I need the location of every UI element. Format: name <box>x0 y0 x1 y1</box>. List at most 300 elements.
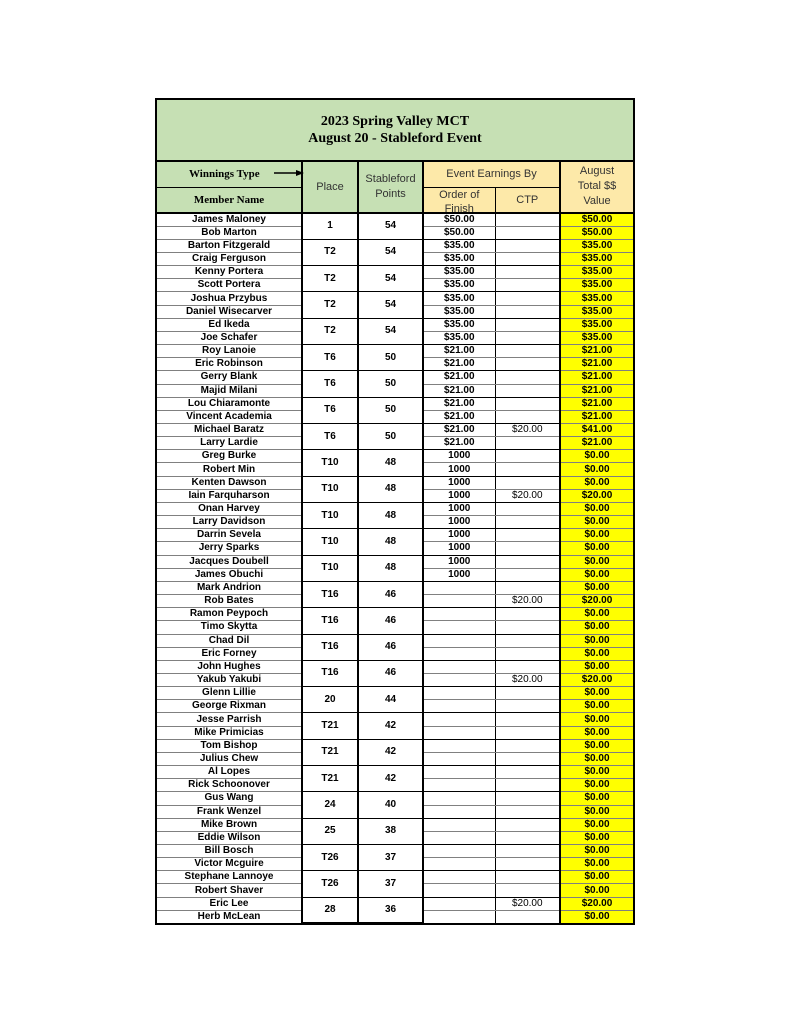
member-name-cell: Mark Andrion <box>157 581 302 594</box>
august-total-cell: $35.00 <box>560 252 633 265</box>
august-total-cell: $20.00 <box>560 595 633 608</box>
order-of-finish-cell <box>423 884 495 897</box>
august-total-cell: $50.00 <box>560 226 633 239</box>
place-cell: T16 <box>302 634 358 660</box>
order-of-finish-cell <box>423 687 495 700</box>
order-of-finish-cell <box>423 792 495 805</box>
member-name-cell: Craig Ferguson <box>157 252 302 265</box>
table-row <box>157 345 633 358</box>
points-cell: 54 <box>358 292 423 318</box>
august-total-cell: $0.00 <box>560 450 633 463</box>
ctp-cell <box>495 410 560 423</box>
ctp-cell <box>495 647 560 660</box>
august-total-cell: $0.00 <box>560 700 633 713</box>
member-name-cell: Joshua Przybus <box>157 292 302 305</box>
august-total-cell: $21.00 <box>560 345 633 358</box>
ctp-cell <box>495 437 560 450</box>
place-cell: T26 <box>302 871 358 897</box>
member-name-cell: Tom Bishop <box>157 739 302 752</box>
points-cell: 40 <box>358 792 423 818</box>
member-name-cell: Onan Harvey <box>157 502 302 515</box>
table-row <box>157 687 633 700</box>
august-total-cell: $35.00 <box>560 305 633 318</box>
table-row <box>157 555 633 568</box>
ctp-cell <box>495 884 560 897</box>
points-cell: 36 <box>358 897 423 923</box>
member-name-cell: Joe Schafer <box>157 331 302 344</box>
member-name-cell: Stephane Lannoye <box>157 871 302 884</box>
august-total-cell: $0.00 <box>560 529 633 542</box>
august-total-cell: $0.00 <box>560 502 633 515</box>
ctp-cell <box>495 568 560 581</box>
stableford-points-header <box>358 162 423 213</box>
order-of-finish-cell <box>423 660 495 673</box>
member-name-cell: Majid Milani <box>157 384 302 397</box>
member-name-cell: Jesse Parrish <box>157 713 302 726</box>
points-cell: 50 <box>358 397 423 423</box>
table-row <box>157 397 633 410</box>
place-cell: T10 <box>302 450 358 476</box>
member-name-cell: George Rixman <box>157 700 302 713</box>
august-total-header <box>560 162 633 213</box>
member-name-cell: Frank Wenzel <box>157 805 302 818</box>
place-cell: 1 <box>302 213 358 240</box>
order-of-finish-cell: $35.00 <box>423 305 495 318</box>
points-cell: 54 <box>358 266 423 292</box>
place-cell: 25 <box>302 818 358 844</box>
points-cell: 42 <box>358 766 423 792</box>
ctp-cell <box>495 266 560 279</box>
ctp-cell <box>495 831 560 844</box>
order-of-finish-cell: 1000 <box>423 529 495 542</box>
august-total-cell: $0.00 <box>560 779 633 792</box>
member-name-cell: Herb McLean <box>157 910 302 923</box>
points-cell: 48 <box>358 502 423 528</box>
table-row <box>157 502 633 515</box>
august-total-cell: $21.00 <box>560 410 633 423</box>
august-total-cell: $0.00 <box>560 516 633 529</box>
order-of-finish-cell: 1000 <box>423 516 495 529</box>
ctp-cell <box>495 739 560 752</box>
august-total-cell: $0.00 <box>560 858 633 871</box>
points-cell: 54 <box>358 318 423 344</box>
august-total-cell: $0.00 <box>560 884 633 897</box>
member-name-cell: Vincent Academia <box>157 410 302 423</box>
place-cell: T6 <box>302 371 358 397</box>
member-name-cell: Roy Lanoie <box>157 345 302 358</box>
order-of-finish-cell <box>423 700 495 713</box>
order-of-finish-cell: 1000 <box>423 476 495 489</box>
points-cell: 44 <box>358 687 423 713</box>
stableford-points-label: Stableford Points <box>365 172 416 200</box>
order-of-finish-cell: 1000 <box>423 450 495 463</box>
place-cell: T10 <box>302 502 358 528</box>
order-of-finish-cell: $21.00 <box>423 384 495 397</box>
place-cell: 28 <box>302 897 358 923</box>
member-name-cell: Eric Robinson <box>157 358 302 371</box>
member-name-cell: Jerry Sparks <box>157 542 302 555</box>
points-cell: 46 <box>358 660 423 686</box>
order-of-finish-cell <box>423 595 495 608</box>
ctp-cell <box>495 239 560 252</box>
august-total-cell: $35.00 <box>560 266 633 279</box>
ctp-cell <box>495 555 560 568</box>
points-cell: 42 <box>358 739 423 765</box>
member-name-cell: Robert Min <box>157 463 302 476</box>
ctp-cell <box>495 331 560 344</box>
table-row <box>157 792 633 805</box>
august-total-cell: $41.00 <box>560 424 633 437</box>
member-name-cell: Bill Bosch <box>157 845 302 858</box>
member-name-cell: Al Lopes <box>157 766 302 779</box>
results-sheet <box>155 98 635 925</box>
points-cell: 46 <box>358 634 423 660</box>
ctp-header: CTP <box>495 187 560 213</box>
order-of-finish-cell <box>423 647 495 660</box>
member-name-cell: Gus Wang <box>157 792 302 805</box>
member-name-cell: Iain Farquharson <box>157 489 302 502</box>
order-of-finish-cell <box>423 581 495 594</box>
points-cell: 54 <box>358 213 423 240</box>
august-total-cell: $0.00 <box>560 831 633 844</box>
august-total-cell: $0.00 <box>560 608 633 621</box>
place-cell: T2 <box>302 239 358 265</box>
place-header: Place <box>302 162 358 213</box>
august-total-cell: $35.00 <box>560 331 633 344</box>
member-name-cell: Timo Skytta <box>157 621 302 634</box>
place-cell: T21 <box>302 739 358 765</box>
august-total-cell: $0.00 <box>560 568 633 581</box>
order-of-finish-cell: $35.00 <box>423 318 495 331</box>
place-cell: T6 <box>302 397 358 423</box>
order-of-finish-cell: $35.00 <box>423 239 495 252</box>
member-name-cell: Larry Davidson <box>157 516 302 529</box>
ctp-cell <box>495 213 560 227</box>
august-total-cell: $0.00 <box>560 766 633 779</box>
order-of-finish-cell <box>423 608 495 621</box>
august-total-cell: $0.00 <box>560 713 633 726</box>
ctp-cell <box>495 450 560 463</box>
august-total-cell: $0.00 <box>560 871 633 884</box>
ctp-cell <box>495 397 560 410</box>
order-of-finish-cell: $21.00 <box>423 437 495 450</box>
ctp-cell <box>495 252 560 265</box>
order-of-finish-cell: $21.00 <box>423 424 495 437</box>
title-line-2: August 20 - Stableford Event <box>308 131 482 146</box>
august-total-cell: $0.00 <box>560 634 633 647</box>
place-cell: T2 <box>302 318 358 344</box>
arrow-right-icon <box>274 170 304 176</box>
member-name-cell: Ed Ikeda <box>157 318 302 331</box>
august-total-cell: $0.00 <box>560 660 633 673</box>
points-cell: 50 <box>358 345 423 371</box>
table-row <box>157 897 633 910</box>
member-name-cell: James Obuchi <box>157 568 302 581</box>
member-name-cell: Rob Bates <box>157 595 302 608</box>
august-total-cell: $35.00 <box>560 279 633 292</box>
august-total-cell: $0.00 <box>560 476 633 489</box>
ctp-cell: $20.00 <box>495 897 560 910</box>
ctp-cell <box>495 871 560 884</box>
table-row <box>157 845 633 858</box>
member-name-cell: Barton Fitzgerald <box>157 239 302 252</box>
member-name-cell: Eric Forney <box>157 647 302 660</box>
august-total-cell: $0.00 <box>560 726 633 739</box>
order-of-finish-cell <box>423 752 495 765</box>
august-total-cell: $0.00 <box>560 647 633 660</box>
place-cell: T21 <box>302 766 358 792</box>
place-cell: T16 <box>302 608 358 634</box>
order-of-finish-cell: 1000 <box>423 489 495 502</box>
august-total-cell: $0.00 <box>560 621 633 634</box>
member-name-cell: John Hughes <box>157 660 302 673</box>
order-of-finish-cell <box>423 858 495 871</box>
august-total-cell: $35.00 <box>560 239 633 252</box>
member-name-cell: Chad Dil <box>157 634 302 647</box>
ctp-cell: $20.00 <box>495 595 560 608</box>
ctp-cell <box>495 226 560 239</box>
order-of-finish-cell <box>423 805 495 818</box>
august-total-cell: $35.00 <box>560 292 633 305</box>
order-of-finish-header <box>423 187 495 213</box>
august-total-cell: $50.00 <box>560 213 633 227</box>
place-cell: T26 <box>302 845 358 871</box>
order-of-finish-cell <box>423 897 495 910</box>
table-row <box>157 424 633 437</box>
ctp-cell <box>495 726 560 739</box>
table-row <box>157 818 633 831</box>
member-name-header: Member Name <box>157 187 302 213</box>
table-row <box>157 634 633 647</box>
member-name-cell: Yakub Yakubi <box>157 673 302 686</box>
order-of-finish-cell <box>423 739 495 752</box>
ctp-cell <box>495 476 560 489</box>
august-total-cell: $0.00 <box>560 687 633 700</box>
order-of-finish-cell <box>423 634 495 647</box>
order-of-finish-cell: $35.00 <box>423 279 495 292</box>
member-name-cell: Jacques Doubell <box>157 555 302 568</box>
august-total-label: August Total $$ Value <box>577 165 617 208</box>
order-of-finish-cell: 1000 <box>423 463 495 476</box>
place-cell: T6 <box>302 424 358 450</box>
member-name-cell: Larry Lardie <box>157 437 302 450</box>
august-total-cell: $21.00 <box>560 358 633 371</box>
table-row <box>157 766 633 779</box>
points-cell: 37 <box>358 845 423 871</box>
member-name-cell: Daniel Wisecarver <box>157 305 302 318</box>
august-total-cell: $0.00 <box>560 555 633 568</box>
place-cell: T10 <box>302 529 358 555</box>
points-cell: 46 <box>358 581 423 607</box>
order-of-finish-cell: $35.00 <box>423 252 495 265</box>
ctp-cell <box>495 687 560 700</box>
ctp-cell <box>495 700 560 713</box>
points-cell: 42 <box>358 713 423 739</box>
ctp-cell <box>495 608 560 621</box>
ctp-cell <box>495 305 560 318</box>
table-row <box>157 476 633 489</box>
points-cell: 48 <box>358 555 423 581</box>
order-of-finish-cell <box>423 673 495 686</box>
ctp-cell <box>495 660 560 673</box>
ctp-cell <box>495 292 560 305</box>
member-name-cell: Scott Portera <box>157 279 302 292</box>
order-of-finish-cell: $21.00 <box>423 371 495 384</box>
august-total-cell: $0.00 <box>560 739 633 752</box>
august-total-cell: $0.00 <box>560 542 633 555</box>
august-total-cell: $20.00 <box>560 897 633 910</box>
order-of-finish-cell: $35.00 <box>423 266 495 279</box>
table-row <box>157 739 633 752</box>
august-total-cell: $0.00 <box>560 818 633 831</box>
place-cell: T10 <box>302 476 358 502</box>
member-name-cell: Lou Chiaramonte <box>157 397 302 410</box>
order-of-finish-cell: $35.00 <box>423 292 495 305</box>
member-name-cell: Victor Mcguire <box>157 858 302 871</box>
member-name-cell: Glenn Lillie <box>157 687 302 700</box>
ctp-cell <box>495 766 560 779</box>
ctp-cell: $20.00 <box>495 489 560 502</box>
order-of-finish-cell <box>423 871 495 884</box>
member-name-cell: Rick Schoonover <box>157 779 302 792</box>
august-total-cell: $20.00 <box>560 489 633 502</box>
august-total-cell: $21.00 <box>560 437 633 450</box>
order-of-finish-cell: $21.00 <box>423 410 495 423</box>
member-name-cell: Mike Primicias <box>157 726 302 739</box>
table-row <box>157 581 633 594</box>
member-name-cell: Darrin Sevela <box>157 529 302 542</box>
ctp-cell: $20.00 <box>495 424 560 437</box>
table-row <box>157 266 633 279</box>
member-name-cell: Mike Brown <box>157 818 302 831</box>
member-name-cell: James Maloney <box>157 213 302 227</box>
ctp-cell <box>495 529 560 542</box>
august-total-cell: $20.00 <box>560 673 633 686</box>
order-of-finish-cell: $50.00 <box>423 226 495 239</box>
member-name-cell: Kenten Dawson <box>157 476 302 489</box>
table-row <box>157 213 633 227</box>
ctp-cell <box>495 371 560 384</box>
place-cell: T10 <box>302 555 358 581</box>
ctp-cell <box>495 779 560 792</box>
place-cell: T16 <box>302 660 358 686</box>
order-of-finish-cell <box>423 621 495 634</box>
points-cell: 48 <box>358 476 423 502</box>
order-of-finish-cell: $21.00 <box>423 358 495 371</box>
title-line-1: 2023 Spring Valley MCT <box>320 114 470 129</box>
august-total-cell: $0.00 <box>560 805 633 818</box>
ctp-cell <box>495 318 560 331</box>
table-row <box>157 292 633 305</box>
member-name-cell: Ramon Peypoch <box>157 608 302 621</box>
august-total-cell: $21.00 <box>560 397 633 410</box>
ctp-cell <box>495 805 560 818</box>
place-cell: T2 <box>302 266 358 292</box>
member-name-cell: Gerry Blank <box>157 371 302 384</box>
place-cell: T6 <box>302 345 358 371</box>
table-row <box>157 371 633 384</box>
member-name-cell: Julius Chew <box>157 752 302 765</box>
table-row <box>157 529 633 542</box>
ctp-cell <box>495 581 560 594</box>
table-row <box>157 871 633 884</box>
ctp-cell <box>495 502 560 515</box>
ctp-cell <box>495 345 560 358</box>
ctp-cell <box>495 279 560 292</box>
ctp-cell <box>495 463 560 476</box>
place-cell: T2 <box>302 292 358 318</box>
member-name-cell: Kenny Portera <box>157 266 302 279</box>
august-total-cell: $21.00 <box>560 384 633 397</box>
august-total-cell: $0.00 <box>560 792 633 805</box>
points-cell: 54 <box>358 239 423 265</box>
title-box <box>157 100 633 162</box>
table-row <box>157 660 633 673</box>
points-cell: 37 <box>358 871 423 897</box>
ctp-cell <box>495 358 560 371</box>
place-cell: T21 <box>302 713 358 739</box>
august-total-cell: $0.00 <box>560 845 633 858</box>
ctp-cell <box>495 384 560 397</box>
member-name-cell: Eddie Wilson <box>157 831 302 844</box>
order-of-finish-cell: 1000 <box>423 555 495 568</box>
table-row <box>157 318 633 331</box>
ctp-cell <box>495 542 560 555</box>
member-name-cell: Michael Baratz <box>157 424 302 437</box>
table-row <box>157 239 633 252</box>
ctp-cell <box>495 516 560 529</box>
place-cell: T16 <box>302 581 358 607</box>
order-of-finish-cell <box>423 766 495 779</box>
member-name-cell: Greg Burke <box>157 450 302 463</box>
ctp-cell <box>495 845 560 858</box>
member-name-cell: Robert Shaver <box>157 884 302 897</box>
order-of-finish-cell <box>423 726 495 739</box>
order-of-finish-label: Order of Finish <box>439 188 480 212</box>
order-of-finish-cell <box>423 845 495 858</box>
order-of-finish-cell: $21.00 <box>423 345 495 358</box>
order-of-finish-cell <box>423 779 495 792</box>
august-total-cell: $35.00 <box>560 318 633 331</box>
event-earnings-header: Event Earnings By <box>423 162 560 187</box>
ctp-cell <box>495 752 560 765</box>
order-of-finish-cell: 1000 <box>423 502 495 515</box>
points-cell: 38 <box>358 818 423 844</box>
points-cell: 50 <box>358 424 423 450</box>
table-row <box>157 450 633 463</box>
august-total-cell: $21.00 <box>560 371 633 384</box>
points-cell: 50 <box>358 371 423 397</box>
results-table <box>157 162 633 923</box>
place-cell: 24 <box>302 792 358 818</box>
ctp-cell: $20.00 <box>495 673 560 686</box>
ctp-cell <box>495 634 560 647</box>
winnings-type-label: Winnings Type <box>189 168 260 181</box>
order-of-finish-cell: $35.00 <box>423 331 495 344</box>
ctp-cell <box>495 621 560 634</box>
ctp-cell <box>495 713 560 726</box>
points-cell: 48 <box>358 529 423 555</box>
points-cell: 48 <box>358 450 423 476</box>
order-of-finish-cell: $50.00 <box>423 213 495 227</box>
order-of-finish-cell <box>423 910 495 923</box>
order-of-finish-cell <box>423 818 495 831</box>
august-total-cell: $0.00 <box>560 752 633 765</box>
table-row <box>157 608 633 621</box>
member-name-cell: Bob Marton <box>157 226 302 239</box>
order-of-finish-cell: 1000 <box>423 542 495 555</box>
ctp-cell <box>495 792 560 805</box>
